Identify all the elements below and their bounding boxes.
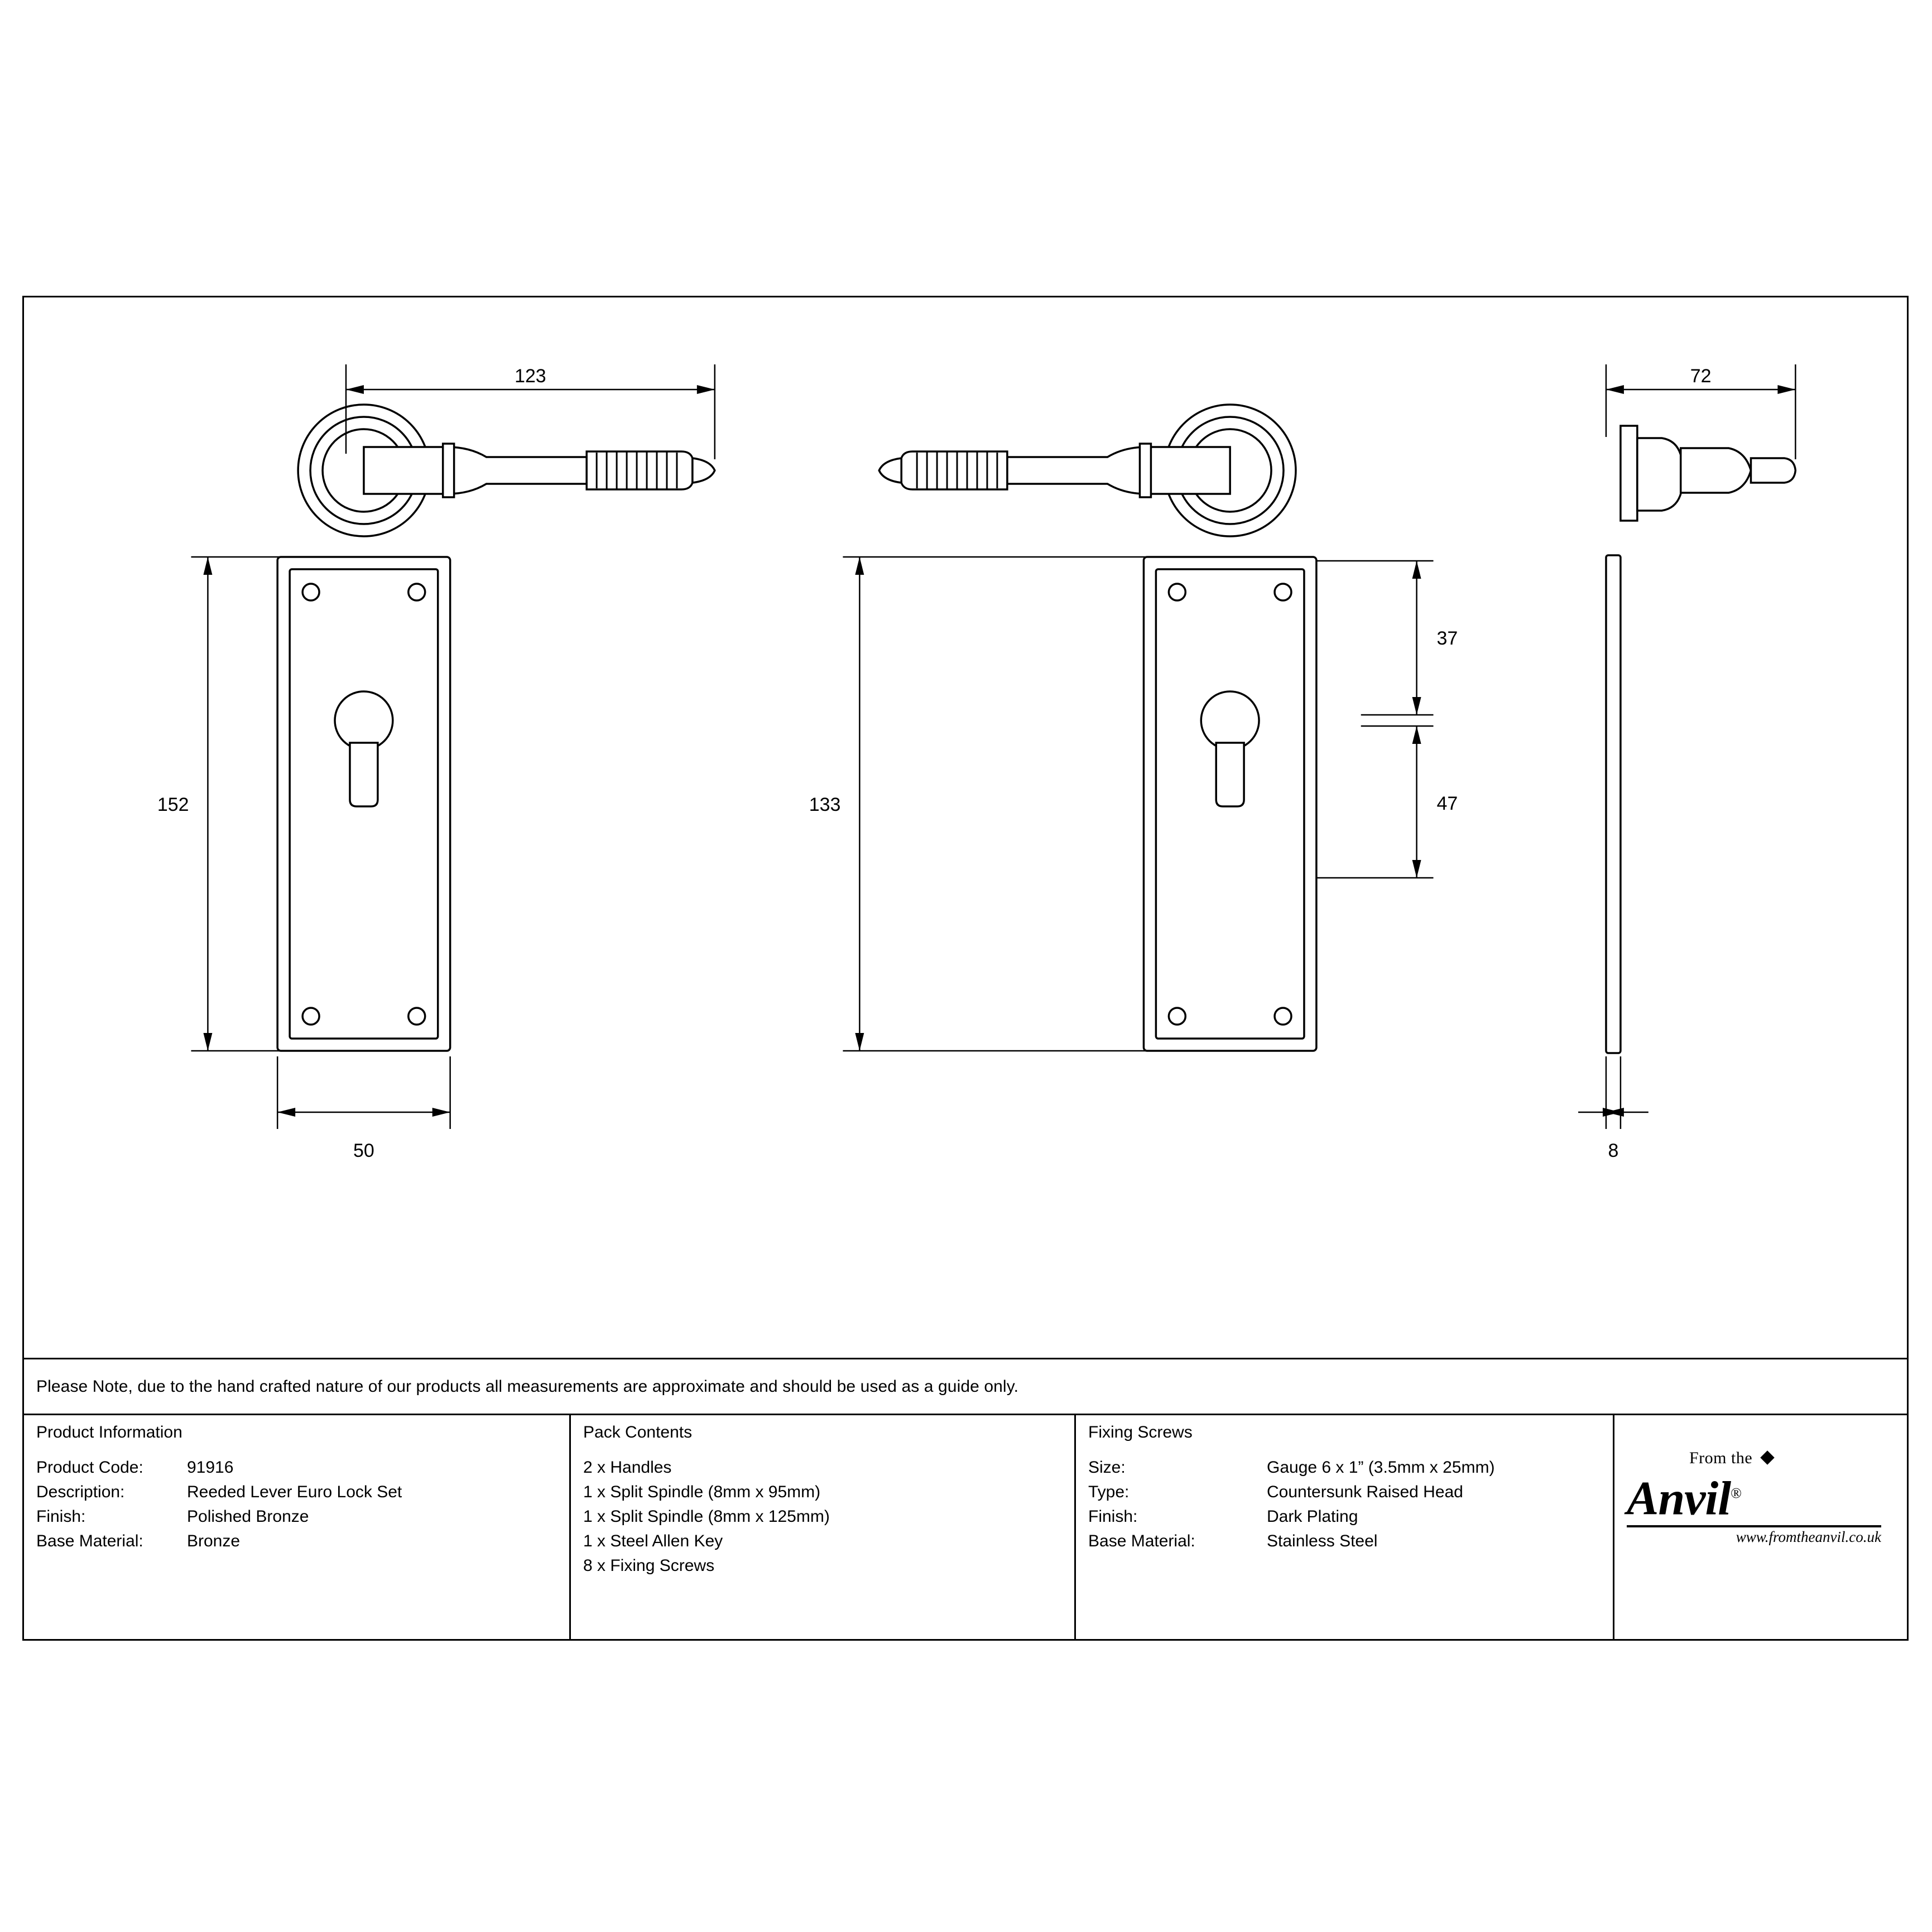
dim-label-side-thickness: 8 xyxy=(1608,1140,1619,1162)
dim-back-height xyxy=(843,557,1149,1051)
table-row xyxy=(1088,1455,1613,1480)
dim-label-front-plate-width: 50 xyxy=(353,1140,374,1162)
list-item: 8 x Fixing Screws xyxy=(583,1556,715,1575)
base-material-label: Base Material: xyxy=(36,1532,143,1550)
list-item: 1 x Split Spindle (8mm x 125mm) xyxy=(583,1507,830,1526)
dim-back-upper xyxy=(1316,561,1434,715)
back-view-backplate xyxy=(1143,557,1316,1051)
dim-label-back-height: 133 xyxy=(809,794,841,816)
screw-type-value: Countersunk Raised Head xyxy=(1267,1483,1463,1501)
logo-from-the-text xyxy=(1622,1449,1885,1468)
logo-anvil-label: Anvil xyxy=(1627,1471,1731,1525)
table-row xyxy=(36,1505,569,1529)
dim-label-side-projection: 72 xyxy=(1690,365,1712,387)
technical-drawing xyxy=(24,297,1907,1358)
info-table xyxy=(24,1414,1907,1641)
finish-value: Polished Bronze xyxy=(187,1507,309,1526)
brand-logo xyxy=(1614,1415,1907,1641)
screw-finish-label: Finish: xyxy=(1088,1507,1138,1526)
dim-side-thickness xyxy=(1578,1056,1649,1129)
screw-size-label: Size: xyxy=(1088,1458,1126,1477)
table-row xyxy=(36,1529,569,1554)
base-material-value: Bronze xyxy=(187,1532,241,1550)
table-row xyxy=(1088,1480,1613,1505)
list-item: 1 x Split Spindle (8mm x 95mm) xyxy=(583,1483,821,1501)
measurement-note-row xyxy=(24,1358,1907,1414)
screw-finish-value: Dark Plating xyxy=(1267,1507,1358,1526)
drawing-area xyxy=(24,297,1907,1358)
product-code-label: Product Code: xyxy=(36,1458,143,1477)
pack-contents-column xyxy=(571,1415,1076,1641)
dim-label-back-lower: 47 xyxy=(1436,792,1458,815)
dim-label-back-upper: 37 xyxy=(1436,627,1458,650)
product-code-value: 91916 xyxy=(187,1458,234,1477)
screw-type-label: Type: xyxy=(1088,1483,1130,1501)
dim-back-lower xyxy=(1316,726,1434,878)
fixing-screws-heading: Fixing Screws xyxy=(1088,1423,1193,1441)
table-row xyxy=(36,1455,569,1480)
back-view-lever xyxy=(879,444,1230,497)
screw-base-material-label: Base Material: xyxy=(1088,1532,1195,1550)
registered-trademark-icon: ® xyxy=(1731,1485,1741,1501)
fixing-screws-body xyxy=(1076,1450,1613,1554)
side-view-lever xyxy=(1621,426,1795,521)
finish-label: Finish: xyxy=(36,1507,86,1526)
description-label: Description: xyxy=(36,1483,125,1501)
table-row xyxy=(1088,1529,1613,1554)
product-information-heading: Product Information xyxy=(36,1423,182,1441)
dim-front-height xyxy=(191,557,286,1051)
dim-label-front-height: 152 xyxy=(157,794,189,816)
table-row xyxy=(36,1480,569,1505)
logo-wrap xyxy=(1622,1449,1885,1546)
measurement-note: Please Note, due to the hand crafted nature of our products all measurements are approximate and should be used as a guide only. xyxy=(36,1377,1019,1396)
list-item: 2 x Handles xyxy=(583,1458,672,1477)
product-information-column xyxy=(24,1415,571,1641)
screw-size-value: Gauge 6 x 1” (3.5mm x 25mm) xyxy=(1267,1458,1495,1477)
side-view-plate xyxy=(1606,555,1621,1053)
diamond-icon xyxy=(1760,1450,1774,1464)
logo-from-the-label: From the xyxy=(1689,1449,1753,1467)
fixing-screws-column xyxy=(1076,1415,1614,1641)
logo-divider xyxy=(1627,1525,1881,1527)
front-view-lever xyxy=(364,444,715,497)
pack-contents-body xyxy=(571,1450,1074,1578)
logo-anvil-text xyxy=(1622,1468,1885,1524)
product-information-body xyxy=(24,1450,569,1554)
dim-label-front-width: 123 xyxy=(515,365,546,387)
logo-url: www.fromtheanvil.co.uk xyxy=(1736,1528,1881,1545)
front-view-backplate xyxy=(277,557,450,1051)
screw-base-material-value: Stainless Steel xyxy=(1267,1532,1378,1550)
description-value: Reeded Lever Euro Lock Set xyxy=(187,1483,402,1501)
drawing-sheet xyxy=(22,296,1909,1641)
table-row xyxy=(1088,1505,1613,1529)
pack-contents-heading: Pack Contents xyxy=(583,1423,693,1441)
dim-front-plate-width xyxy=(277,1056,450,1129)
list-item: 1 x Steel Allen Key xyxy=(583,1532,723,1550)
